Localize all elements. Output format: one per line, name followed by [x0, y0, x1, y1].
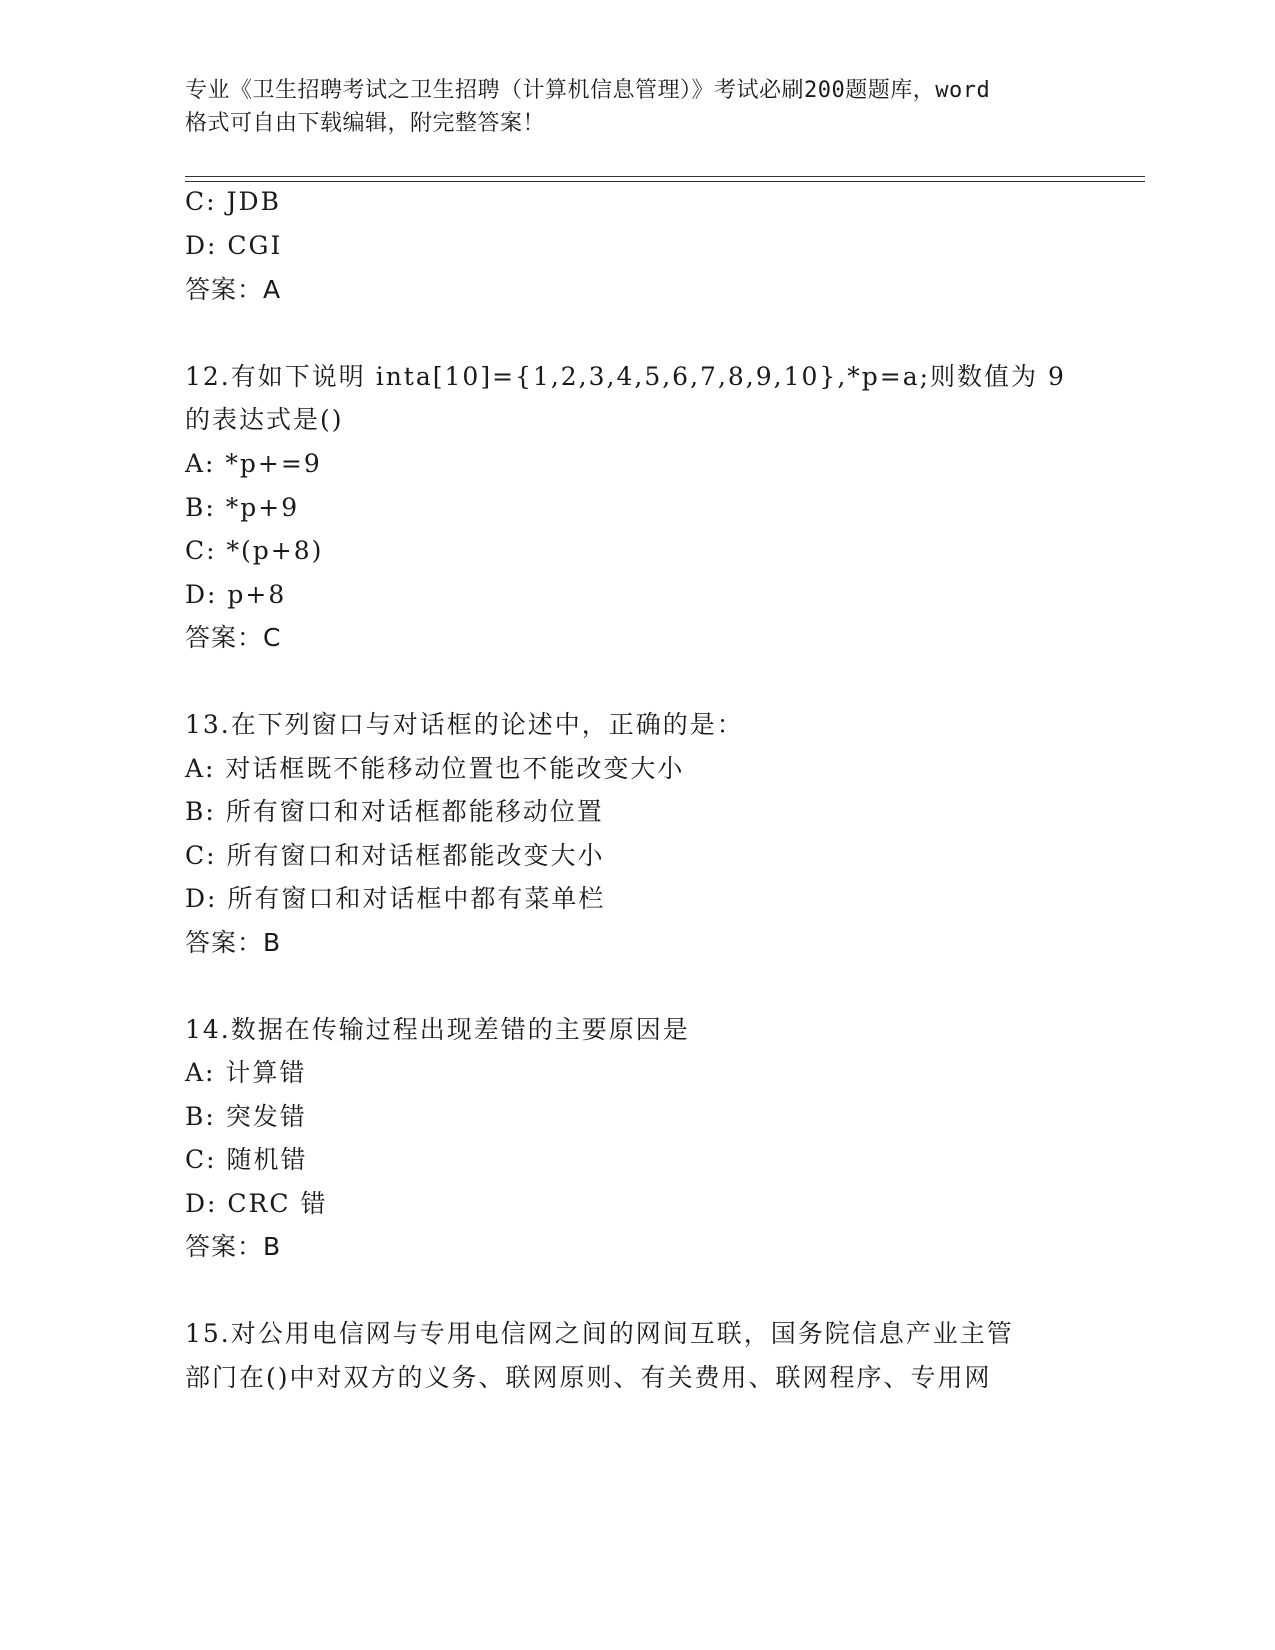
q13-option-c: C: 所有窗口和对话框都能改变大小: [185, 841, 605, 870]
q11-option-c: C: JDB: [185, 187, 281, 216]
header-title-line-1: 专业《卫生招聘考试之卫生招聘（计算机信息管理）》考试必刷200题题库，word: [185, 78, 991, 103]
q14-option-d: D: CRC 错: [185, 1189, 328, 1218]
q12-option-b: B: *p+9: [185, 493, 300, 522]
q13-answer: 答案：B: [185, 928, 282, 957]
q12-option-d: D: p+8: [185, 580, 287, 609]
q14-option-c: C: 随机错: [185, 1145, 308, 1174]
document-header: [185, 74, 1105, 140]
q12-stem-line-1: 12.有如下说明 inta[10]={1,2,3,4,5,6,7,8,9,10},*p=a;则数值为 9: [185, 362, 1066, 391]
header-divider-bottom: [185, 181, 1145, 182]
q14-answer: 答案：B: [185, 1232, 282, 1261]
q14-stem-line-1: 14.数据在传输过程出现差错的主要原因是: [185, 1015, 690, 1044]
q13-option-b: B: 所有窗口和对话框都能移动位置: [185, 797, 604, 826]
q15-stem-line-2: 部门在()中对双方的义务、联网原则、有关费用、联网程序、专用网: [185, 1363, 992, 1392]
q12-option-c: C: *(p+8): [185, 536, 324, 565]
header-title-line-2: 格式可自由下载编辑，附完整答案！: [185, 111, 546, 136]
q12-option-a: A: *p+=9: [185, 449, 322, 478]
q14-option-a: A: 计算错: [185, 1058, 307, 1087]
header-divider-top: [185, 176, 1145, 177]
q11-option-d: D: CGI: [185, 231, 283, 260]
q12-stem-line-2: 的表达式是(): [185, 405, 344, 434]
q15-stem-line-1: 15.对公用电信网与专用电信网之间的网间互联，国务院信息产业主管: [185, 1319, 1014, 1348]
q14-option-b: B: 突发错: [185, 1102, 307, 1131]
q11-answer: 答案：A: [185, 275, 282, 304]
q13-option-d: D: 所有窗口和对话框中都有菜单栏: [185, 884, 606, 913]
q13-stem-line-1: 13.在下列窗口与对话框的论述中，正确的是：: [185, 710, 744, 739]
q13-option-a: A: 对话框既不能移动位置也不能改变大小: [185, 754, 685, 783]
q12-answer: 答案：C: [185, 623, 282, 652]
